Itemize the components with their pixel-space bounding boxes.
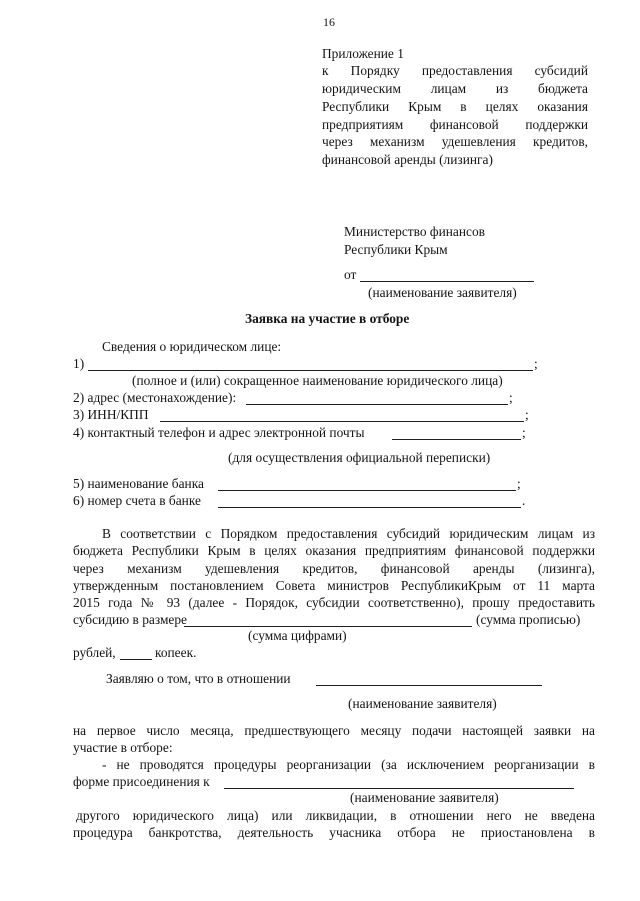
paragraph-line: процедура банкротства, деятельность учасника отбора не приостановлена в [73,825,595,840]
appendix-line: предприятиям финансовой поддержки [322,117,588,132]
from-label: от [344,267,357,282]
paragraph-line: на первое число месяца, предшествующего месяцу подачи настоящей заявки на [73,723,595,738]
field-caption: (полное и (или) сокращенное наименование юридического лица) [132,373,503,388]
field-caption: (сумма цифрами) [248,628,347,643]
appendix-last-line: финансовой аренды (лизинга) [322,152,493,167]
item-number: 1) [73,356,85,371]
bank-field[interactable] [218,490,516,491]
reorg-applicant-field[interactable] [224,788,574,789]
semicolon: ; [534,356,538,371]
paragraph-line: 2015 года № 93 (далее - Порядок, субсидии соответственно), прошу предоставить [73,595,595,610]
paragraph-line: участие в отборе: [73,740,173,755]
semicolon: ; [525,407,529,422]
appendix-line: через механизм удешевления кредитов, [322,134,588,149]
ministry-line: Республики Крым [344,242,448,257]
appendix-line: к Порядку предоставления субсидий [322,63,588,78]
subsidy-label: субсидию в размере [73,612,188,627]
account-field[interactable] [218,507,521,508]
semicolon: ; [517,476,521,491]
field-caption: (наименование заявителя) [350,790,499,805]
rubles-label: рублей, [73,645,116,660]
paragraph-line: другого юридического лица) или ликвидации, в отношении него не введена [76,808,595,823]
ministry-line: Министерство финансов [344,224,485,239]
paragraph-line: бюджета Республики Крым в целях оказания предприятиям финансовой поддержки [73,543,595,558]
form-title: Заявка на участие в отборе [245,311,410,326]
kopecks-field[interactable] [120,659,152,660]
address-label: 2) адрес (местонахождение): [73,390,237,405]
declare-text: Заявляю о том, что в отношении [106,671,291,686]
bank-label: 5) наименование банка [73,476,204,491]
field-caption: (наименование заявителя) [368,285,517,300]
kopecks-label: копеек. [155,645,197,660]
appendix-line: юридическим лицам из бюджета [322,81,588,96]
field-caption: (для осуществления официальной переписки) [228,450,491,465]
entity-name-field[interactable] [88,370,533,371]
applicant-field[interactable] [360,281,534,282]
inn-field[interactable] [160,421,524,422]
appendix-title: Приложение 1 [322,46,404,61]
semicolon: ; [509,390,513,405]
paragraph-line: форме присоединения к [73,774,210,789]
inn-label: 3) ИНН/КПП [73,407,149,422]
semicolon: ; [522,425,526,440]
contact-label: 4) контактный телефон и адрес электронной почты [73,425,365,440]
period: . [522,493,526,508]
field-caption: (наименование заявителя) [348,696,497,711]
appendix-line: Республики Крым в целях оказания [322,99,588,114]
paragraph-line: - не проводятся процедуры реорганизации (за исключением реорганизации в [102,757,595,772]
subsidy-amount-field[interactable] [184,626,472,627]
declare-applicant-field[interactable] [316,685,542,686]
page-number: 16 [323,15,335,29]
paragraph-line: утвержденным постановлением Совета министров РеспубликиКрым от 11 марта [73,578,595,593]
account-label: 6) номер счета в банке [73,493,201,508]
field-caption: (сумма прописью) [476,612,581,627]
contact-field[interactable] [392,439,521,440]
section-heading: Сведения о юридическом лице: [102,339,282,354]
paragraph-line: В соответствии с Порядком предоставления субсидий юридическим лицам из [102,526,595,541]
address-field[interactable] [246,404,508,405]
paragraph-line: через механизм удешевления кредитов, финансовой аренды (лизинга), [73,561,595,576]
